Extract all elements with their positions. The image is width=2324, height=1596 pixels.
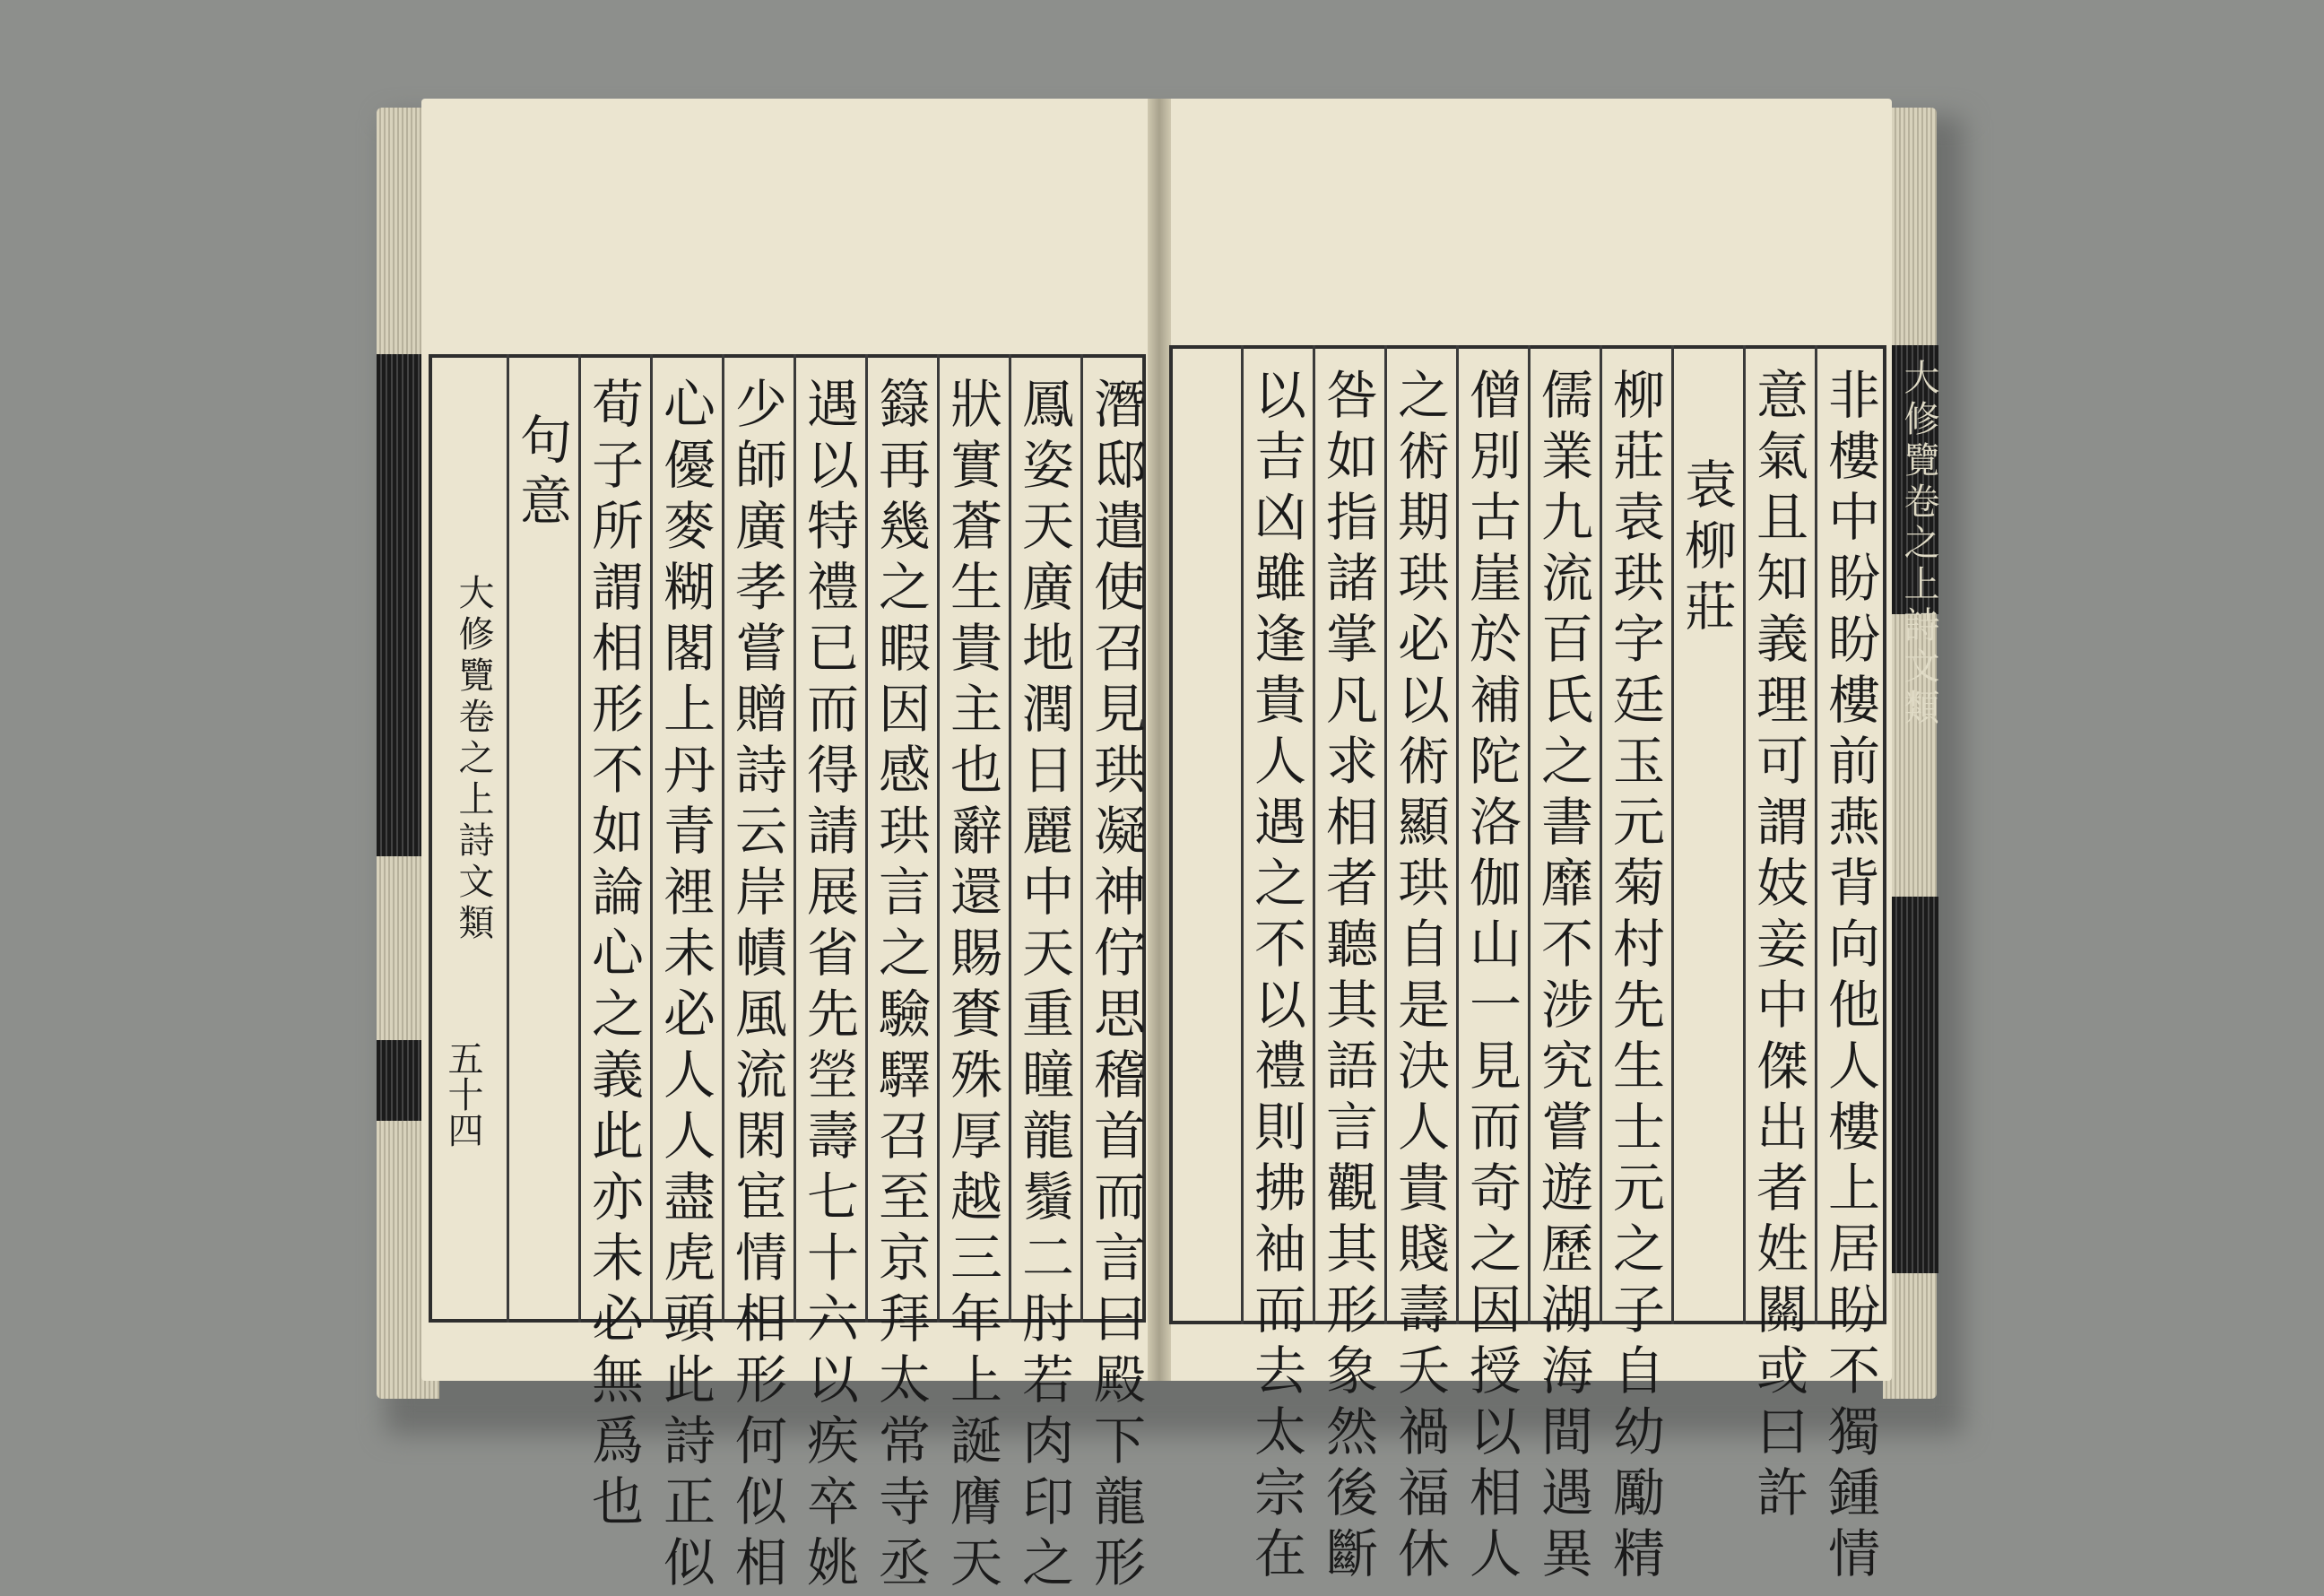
text-column-6: 僧別古崖於補陀洛伽山一見而奇之因授以相人 xyxy=(1461,368,1522,1587)
text-column-5: 儒業九流百氏之書靡不涉究嘗遊歷湖海間遇異 xyxy=(1532,368,1593,1587)
column-rule xyxy=(865,354,868,1323)
column-rule xyxy=(1456,345,1459,1324)
text-column-3: 狀實蒼生貴主也辭還賜賚殊厚越三年上誕膺天 xyxy=(941,377,1002,1596)
text-column-9: 以吉凶雖逢貴人遇之不以禮則拂袖而去太宗在 xyxy=(1245,368,1306,1587)
left-page-number: 五十四 xyxy=(442,1040,483,1148)
right-edge-ink-band-lower xyxy=(1886,897,1938,1273)
column-rule xyxy=(1384,345,1387,1324)
text-column-8: 咎如指諸掌凡求相者聽其語言觀其形象然後斷 xyxy=(1317,368,1378,1587)
book-gutter xyxy=(1148,99,1171,1381)
column-rule xyxy=(793,354,796,1323)
text-column-4: 柳莊袁珙字廷玉元菊村先生士元之子自幼勵精 xyxy=(1604,368,1665,1587)
column-rule xyxy=(1600,345,1602,1324)
column-rule xyxy=(578,354,581,1323)
column-rule xyxy=(507,354,509,1323)
column-rule xyxy=(650,354,653,1323)
column-rule xyxy=(1743,345,1746,1324)
text-column-1: 非樓中盼盼樓前燕背向他人樓上居盼不獨鍾情 xyxy=(1819,368,1880,1587)
column-rule xyxy=(937,354,940,1323)
text-column-2: 意氣且知義理可謂妓妾中傑出者姓關或曰許 xyxy=(1747,368,1808,1526)
text-column-8: 荀子所謂相形不如論心之義此亦未必無爲也 xyxy=(583,377,644,1535)
column-rule xyxy=(1815,345,1817,1324)
text-column-1: 潛邸遣使召見珙凝神佇思稽首而言曰殿下龍形 xyxy=(1085,377,1146,1596)
right-page-header: 大修覽卷之上詩文類 xyxy=(1898,359,1939,730)
column-rule xyxy=(1009,354,1011,1323)
column-rule xyxy=(722,354,724,1323)
text-column-9: 句意 xyxy=(511,412,572,534)
column-rule xyxy=(1313,345,1315,1324)
column-rule xyxy=(1080,354,1083,1323)
column-rule xyxy=(1671,345,1674,1324)
text-column-7: 之術期珙必以術顯珙自是決人貴賤壽夭禍福休 xyxy=(1389,368,1450,1587)
text-column-3-title: 袁柳莊 xyxy=(1676,457,1737,640)
text-column-4: 籙再幾之暇因感珙言之驗驛召至京拜太常寺丞 xyxy=(870,377,931,1596)
column-rule xyxy=(1241,345,1244,1324)
left-page-header: 大修覽卷之上詩文類 xyxy=(453,574,494,945)
column-rule xyxy=(1528,345,1531,1324)
text-column-7: 心優麥糊閣上丹青裡未必人人盡虎頭此詩正似 xyxy=(655,377,715,1596)
text-column-5: 遇以特禮已而得請展省先塋壽七十六以疾卒姚 xyxy=(798,377,859,1596)
text-column-6: 少師廣孝嘗贈詩云岸幘風流閑宦情相形何似相 xyxy=(726,377,787,1596)
text-column-2: 鳳姿天廣地潤日麗中天重瞳龍鬚二肘若肉印之 xyxy=(1013,377,1074,1596)
